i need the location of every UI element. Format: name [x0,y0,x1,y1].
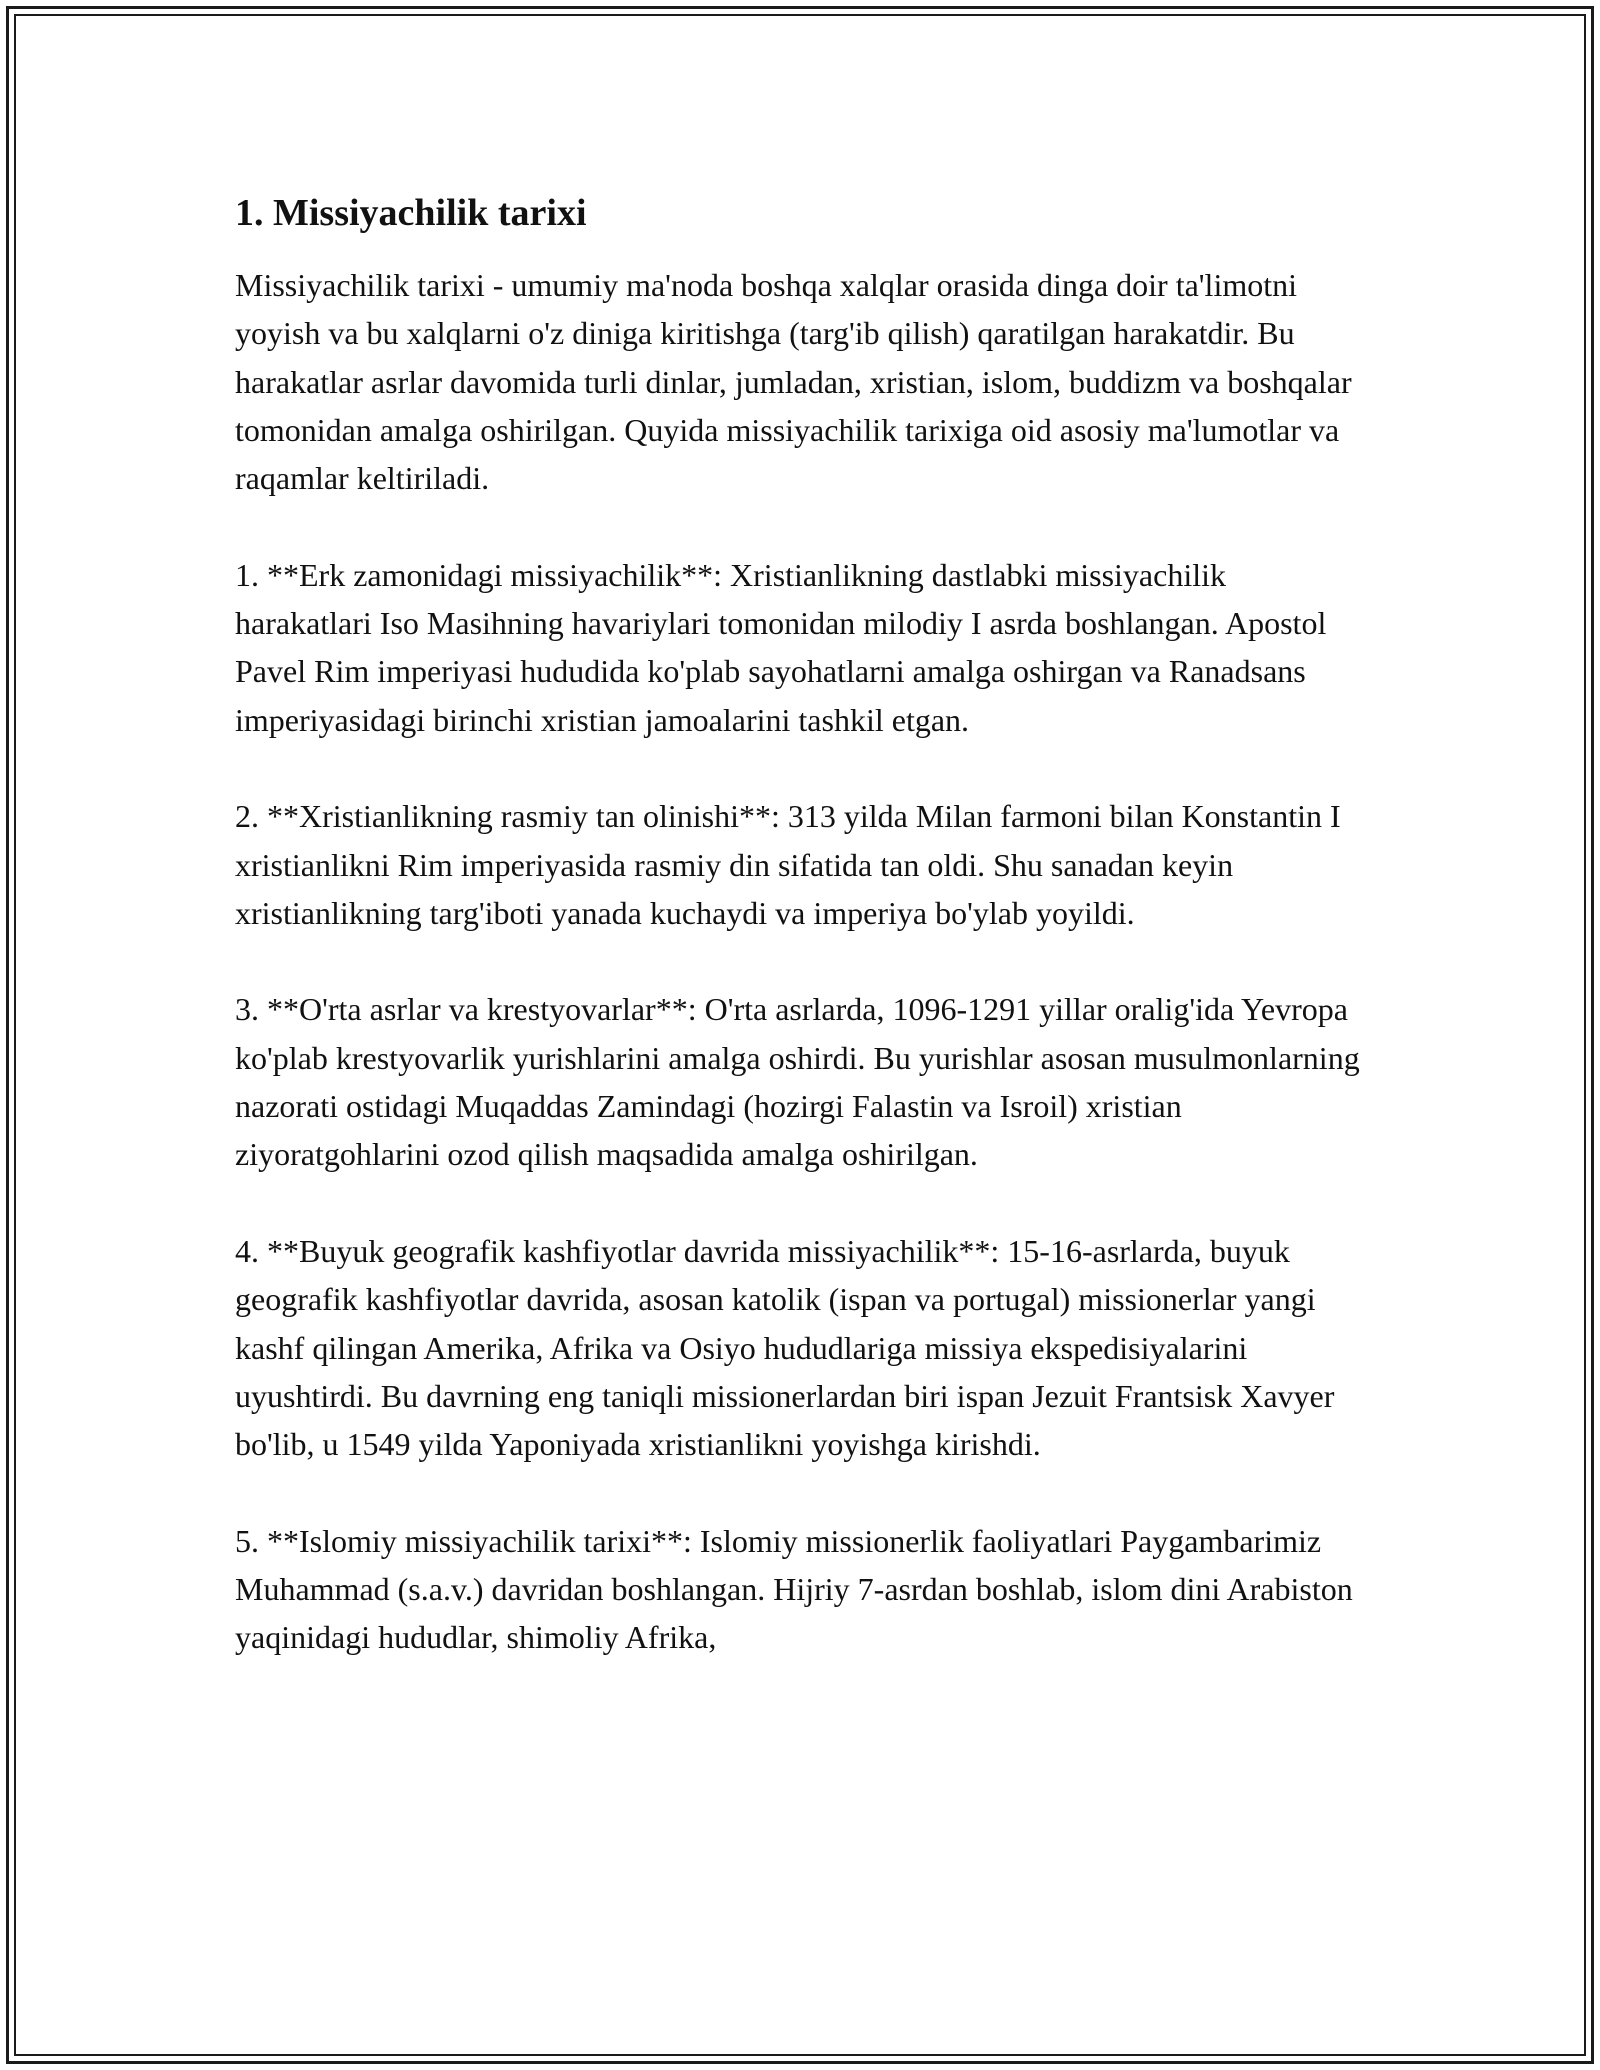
list-item-2: 2. **Xristianlikning rasmiy tan olinishi**: 313 yilda Milan farmoni bilan Konstantin I xristianlikni Rim imperiyasida rasmiy din sifatida tan oldi. Shu sanadan keyin xristianlikning targ'iboti yanada kuchaydi va imperiya bo'ylab yoyildi. [235,798,1341,931]
document-body [235,185,1370,1662]
intro-paragraph: Missiyachilik tarixi - umumiy ma'noda boshqa xalqlar orasida dinga doir ta'limotni yoyish va bu xalqlarni o'z diniga kiritishga (targ'ib qilish) qaratilgan harakatdir. Bu harakatlar asrlar davomida turli dinlar, jumladan, xristian, islom, buddizm va boshqalar tomonidan amalga oshirilgan. Quyida missiyachilik tarixiga oid asosiy ma'lumotlar va raqamlar keltiriladi. [235,267,1352,497]
section-title: 1. Missiyachilik tarixi [235,192,587,234]
list-item-3: 3. **O'rta asrlar va krestyovarlar**: O'rta asrlarda, 1096-1291 yillar oralig'ida Yevropa ko'plab krestyovarlik yurishlarini amalga oshirdi. Bu yurishlar asosan musulmonlarning nazorati ostidagi Muqaddas Zamindagi (hozirgi Falastin va Isroil) xristian ziyoratgohlarini ozod qilish maqsadida amalga oshirilgan. [235,991,1360,1173]
list-item-5: 5. **Islomiy missiyachilik tarixi**: Islomiy missionerlik faoliyatlari Paygambarimiz Muhammad (s.a.v.) davridan boshlangan. Hijriy 7-asrdan boshlab, islom dini Arabiston yaqinidagi hududlar, shimoliy Afrika, [235,1522,1353,1656]
list-item-1: 1. **Erk zamonidagi missiyachilik**: Xristianlikning dastlabki missiyachilik harakatlari Iso Masihning havariylari tomonidan milodiy I asrda boshlangan. Apostol Pavel Rim imperiyasi hududida ko'plab sayohatlarni amalga oshirgan va Ranadsans imperiyasidagi birinchi xristian jamoalarini tashkil etgan. [235,556,1327,738]
list-item-4: 4. **Buyuk geografik kashfiyotlar davrida missiyachilik**: 15-16-asrlarda, buyuk geografik kashfiyotlar davrida, asosan katolik (ispan va portugal) missionerlar yangi kashf qilingan Amerika, Afrika va Osiyo hududlariga missiya ekspedisiyalarini uyushtirdi. Bu davrning eng taniqli missionerlardan biri ispan Jezuit Frantsisk Xavyer bo'lib, u 1549 yilda Yaponiyada xristianlikni yoyishga kirishdi. [235,1232,1335,1463]
